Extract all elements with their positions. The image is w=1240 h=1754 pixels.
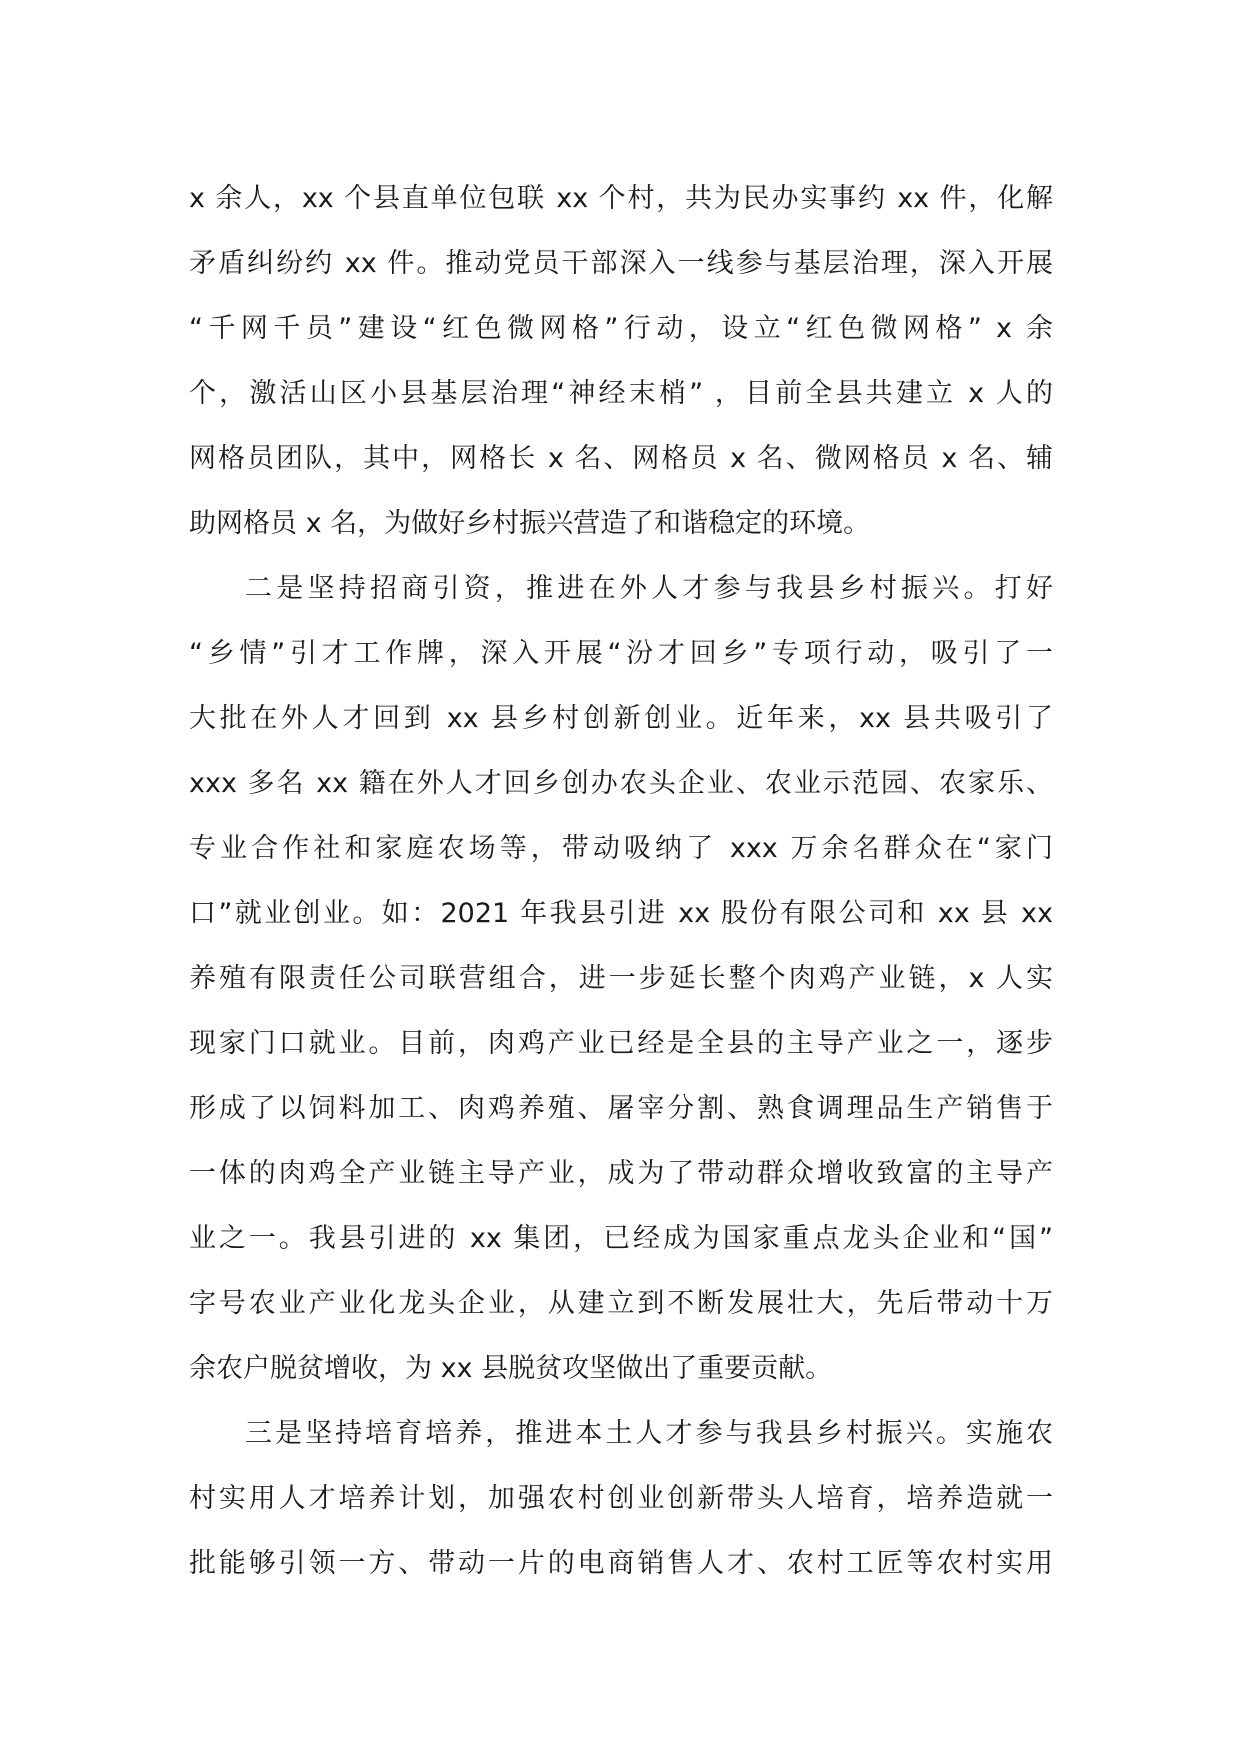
text-line: 口”就业创业。如：2021 年我县引进 xx 股份有限公司和 xx 县 xx — [189, 898, 1053, 929]
document-body — [189, 166, 1053, 1596]
text-line: 余农户脱贫增收，为 xx 县脱贫攻坚做出了重要贡献。 — [189, 1353, 833, 1384]
text-line: 三是坚持培育培养，推进本土人才参与我县乡村振兴。实施农 — [245, 1418, 1053, 1449]
text-line: 批能够引领一方、带动一片的电商销售人才、农村工匠等农村实用 — [189, 1548, 1053, 1579]
text-line: 助网格员 x 名，为做好乡村振兴营造了和谐稳定的环境。 — [189, 508, 871, 539]
text-line: “千网千员”建设“红色微网格”行动，设立“红色微网格” x 余 — [189, 313, 1053, 344]
text-line: 网格员团队，其中，网格长 x 名、网格员 x 名、微网格员 x 名、辅 — [189, 443, 1053, 474]
text-line: 业之一。我县引进的 xx 集团，已经成为国家重点龙头企业和“国” — [189, 1223, 1053, 1254]
text-line: 现家门口就业。目前，肉鸡产业已经是全县的主导产业之一，逐步 — [189, 1028, 1053, 1059]
paragraph-3 — [189, 1401, 1053, 1596]
text-line: 矛盾纠纷约 xx 件。推动党员干部深入一线参与基层治理，深入开展 — [189, 248, 1053, 279]
text-line: 村实用人才培养计划，加强农村创业创新带头人培育，培养造就一 — [189, 1483, 1053, 1514]
text-line: xxx 多名 xx 籍在外人才回乡创办农头企业、农业示范园、农家乐、 — [189, 768, 1053, 799]
paragraph-2 — [189, 556, 1053, 1401]
text-line: 形成了以饲料加工、肉鸡养殖、屠宰分割、熟食调理品生产销售于 — [189, 1093, 1053, 1124]
paragraph-1 — [189, 166, 1053, 556]
text-line: x 余人，xx 个县直单位包联 xx 个村，共为民办实事约 xx 件，化解 — [189, 183, 1053, 214]
text-line: “乡情”引才工作牌，深入开展“汾才回乡”专项行动，吸引了一 — [189, 638, 1053, 669]
text-line: 养殖有限责任公司联营组合，进一步延长整个肉鸡产业链，x 人实 — [189, 963, 1053, 994]
text-line: 一体的肉鸡全产业链主导产业，成为了带动群众增收致富的主导产 — [189, 1158, 1053, 1189]
text-line: 专业合作社和家庭农场等，带动吸纳了 xxx 万余名群众在“家门 — [189, 833, 1053, 864]
text-line: 大批在外人才回到 xx 县乡村创新创业。近年来，xx 县共吸引了 — [189, 703, 1053, 734]
text-line: 字号农业产业化龙头企业，从建立到不断发展壮大，先后带动十万 — [189, 1288, 1053, 1319]
text-line: 二是坚持招商引资，推进在外人才参与我县乡村振兴。打好 — [245, 573, 1053, 604]
text-line: 个，激活山区小县基层治理“神经末梢” ，目前全县共建立 x 人的 — [189, 378, 1053, 409]
